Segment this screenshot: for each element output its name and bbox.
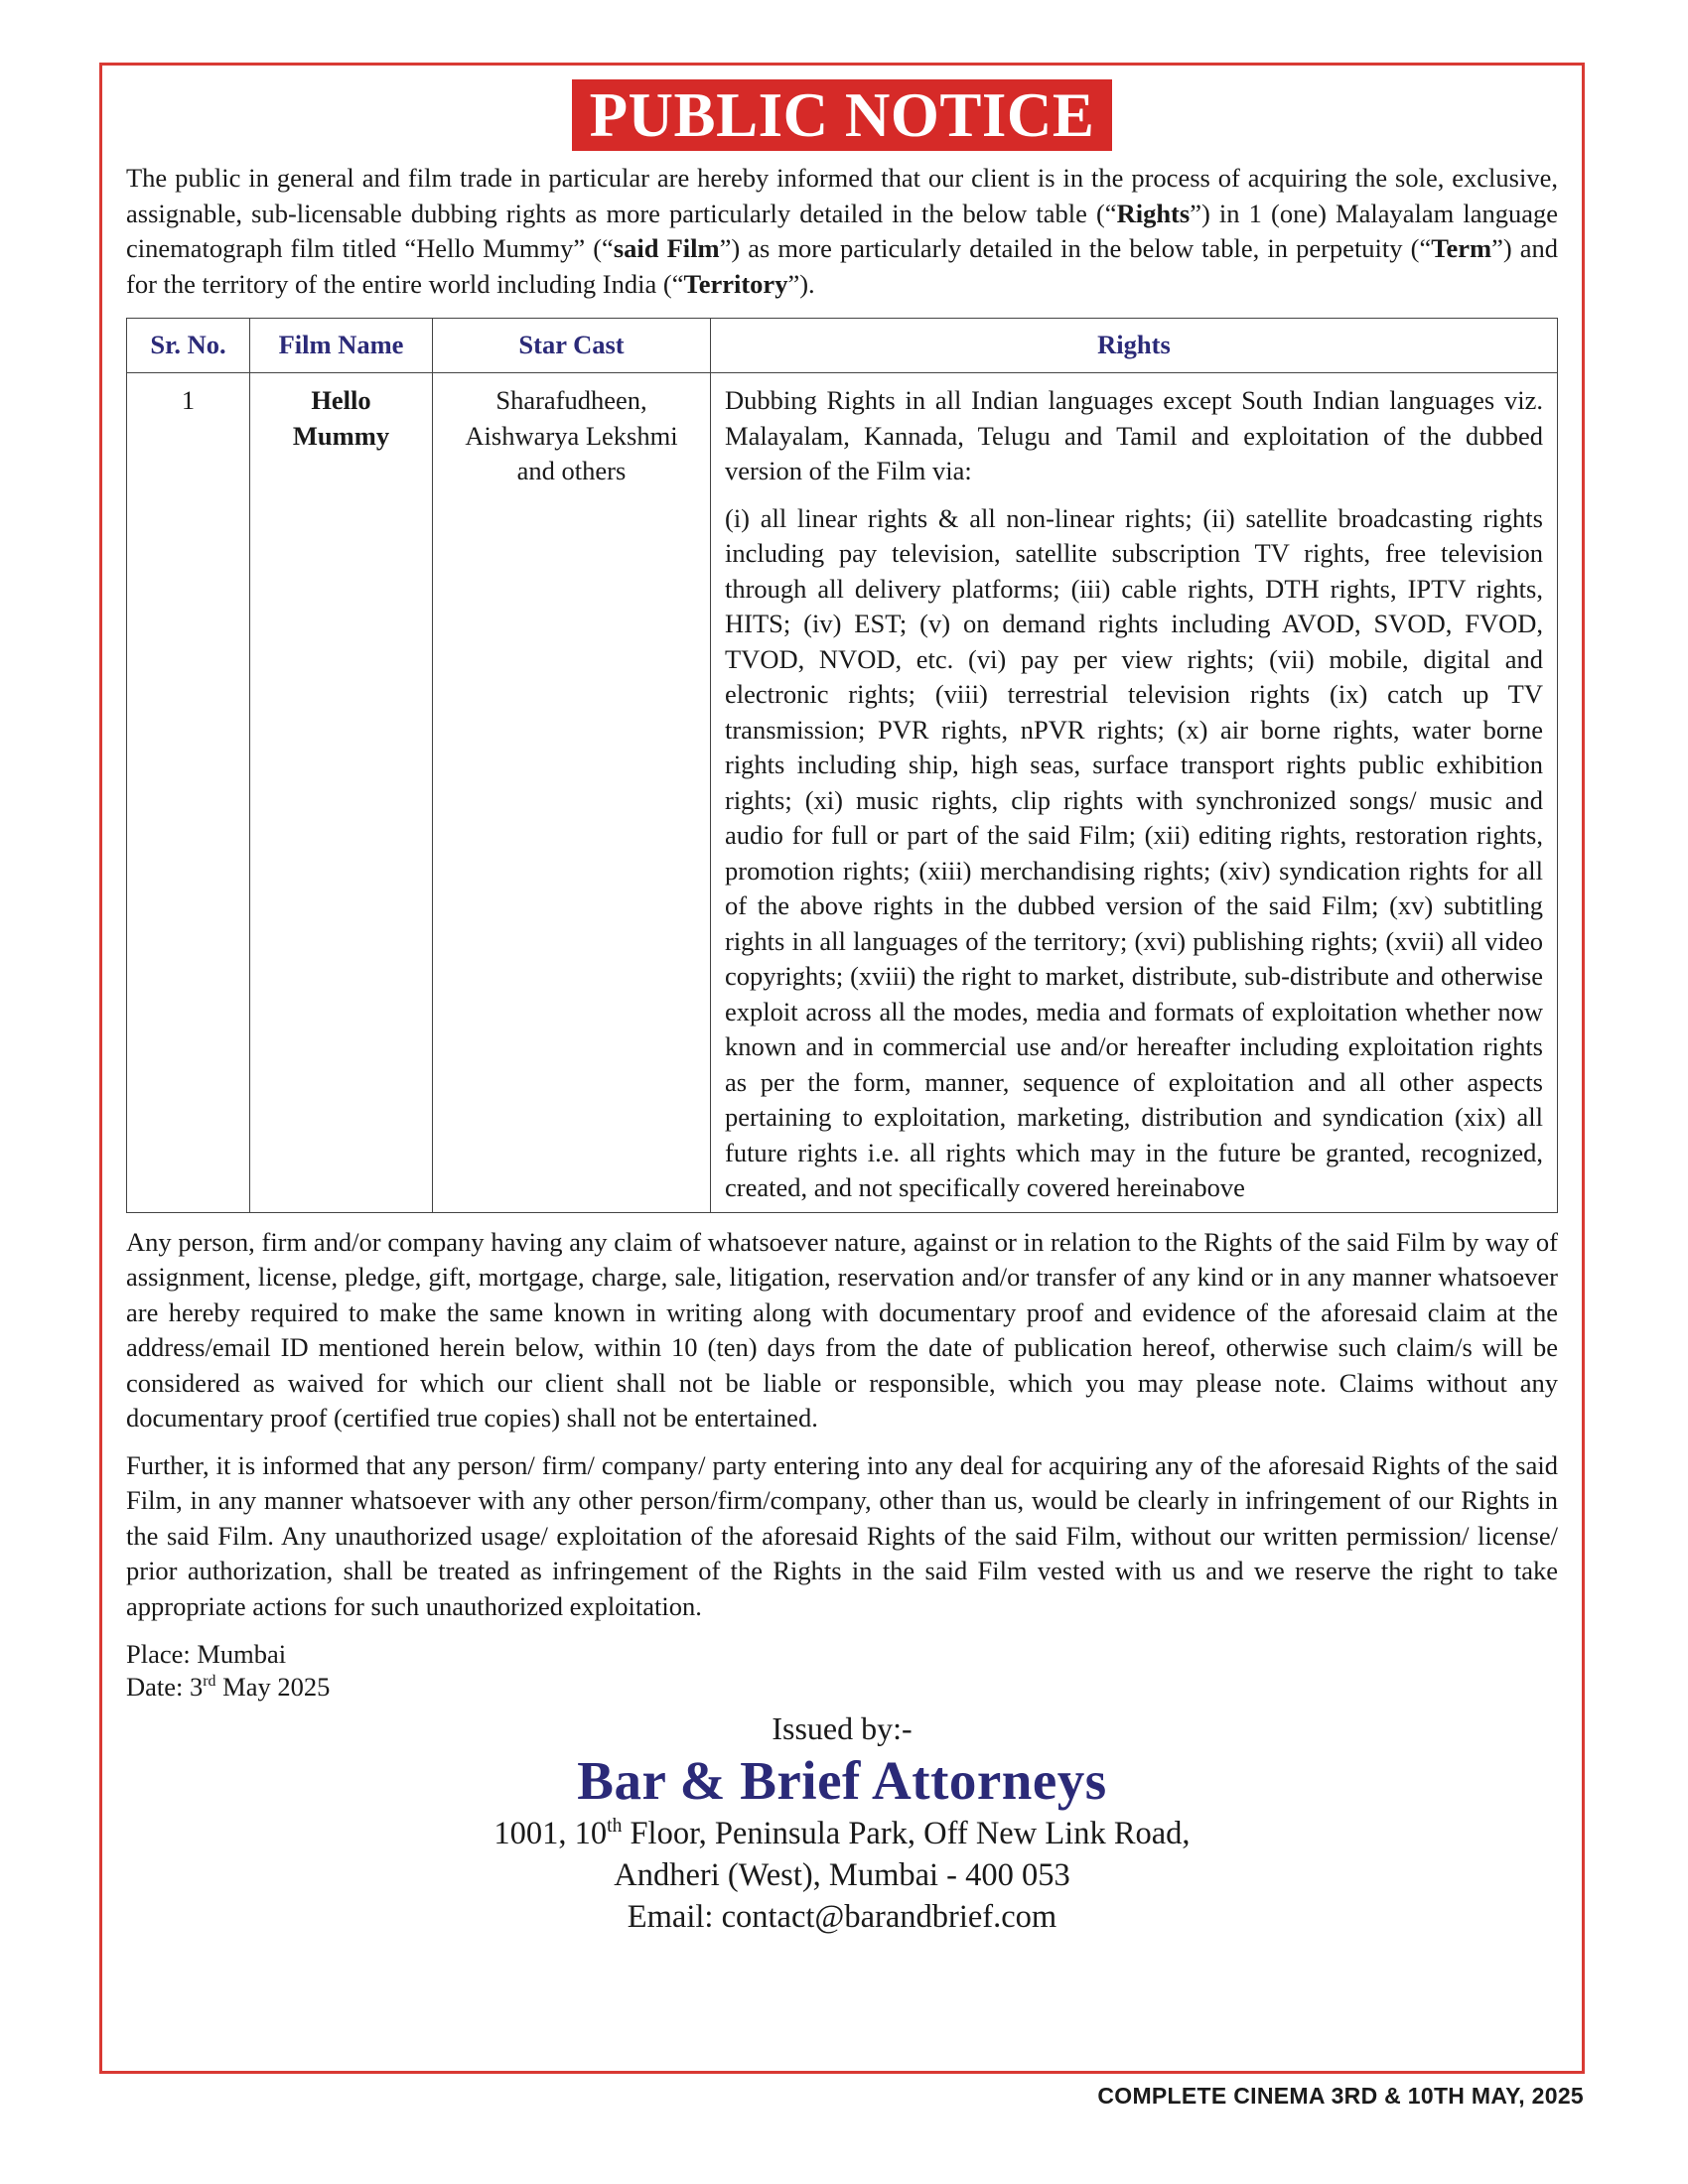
firm-name: Bar & Brief Attorneys: [577, 1750, 1107, 1811]
rights-list: (i) all linear rights & all non-linear rights; (ii) satellite broadcasting rights including pay television, satellite subscription TV rights, free television through all delivery platforms; (iii) cable rights, DTH rights, IPTV rights, HITS; (iv) EST; (v) on demand rights including AVOD, SVOD, FVOD, TVOD, NVOD, etc. (vi) pay per view rights; (vii) mobile, digital and electronic rights; (viii) terrestrial television rights (ix) catch up TV transmission; PVR rights, nPVR rights; (x) air borne rights, water borne rights including ship, high seas, surface transport rights public exhibition rights; (xi) music rights, clip rights with synchronized songs/ music and audio for full or part of the said Film; (xii) editing rights, restoration rights, promotion rights; (xiii) merchandising rights; (xiv) syndication rights for all of the above rights in the dubbed version of the said Film; (xv) subtitling rights in all languages of the territory; (xvi) publishing rights; (xvii) all video copyrights; (xviii) the right to market, distribute, sub-distribute and otherwise exploit across all the modes, media and formats of exploitation whether now known and in commercial use and/or hereafter including exploitation rights as per the form, manner, sequence of exploitation and all other aspects pertaining to exploitation, marketing, distribution and syndication (xix) all future rights i.e. all rights which may in the future be granted, recognized, created, and not specifically covered hereinabove: [725, 502, 1543, 1202]
place-line: Place: Mumbai: [126, 1639, 287, 1669]
cell-film-name: Hello Mummy: [250, 373, 433, 1213]
intro-term-term: Term: [1431, 233, 1492, 263]
date-line: [126, 1671, 1558, 1704]
cell-rights: [711, 373, 1558, 1213]
intro-term-territory: Territory: [683, 268, 788, 299]
address-prefix: 1001, 10: [493, 1816, 608, 1851]
intro-term-rights: Rights: [1116, 198, 1191, 228]
intro-paragraph: [126, 161, 1558, 302]
rights-summary: Dubbing Rights in all Indian languages except South Indian languages viz. Malayalam, Kannada, Telugu and Tamil and exploitation of the dubbed version of the Film via:: [725, 385, 1543, 485]
cell-sr-no: 1: [127, 373, 250, 1213]
address-suffix: Floor, Peninsula Park, Off New Link Road,: [622, 1816, 1191, 1851]
further-paragraph: Further, it is informed that any person/ firm/ company/ party entering into any deal for acquiring any of the aforesaid Rights of the said Film, in any manner whatsoever with any other person/firm/company, other than us, would be clearly in infringement of our Rights in the said Film. Any unauthorized usage/ exploitation of the aforesaid Rights of the said Film, without our written permission/ license/ prior authorization, shall be treated as infringement of the Rights in the said Film vested with us and we reserve the right to take appropriate actions for such unauthorized exploitation.: [126, 1449, 1558, 1621]
header-star-cast: Star Cast: [433, 319, 711, 373]
place-date: [126, 1638, 1558, 1704]
table-header-row: [127, 319, 1558, 373]
address-ordinal: th: [607, 1816, 623, 1838]
email-line: Email: contact@barandbrief.com: [627, 1899, 1057, 1935]
header-film-name: Film Name: [250, 319, 433, 373]
intro-segment: ”).: [787, 268, 815, 299]
date-ordinal: rd: [203, 1673, 216, 1691]
date-prefix: Date: 3: [126, 1672, 204, 1702]
intro-term-said-film: said Film: [613, 233, 720, 263]
claims-paragraph: Any person, firm and/or company having any claim of whatsoever nature, against or in relation to the Rights of the said Film by way of assignment, license, pledge, gift, mortgage, charge, sale, litigation, reservation and/or transfer of any kind or in any manner whatsoever are hereby required to make the same known in writing along with documentary proof and evidence of the aforesaid claim at the address/email ID mentioned herein below, within 10 (ten) days from the date of publication hereof, otherwise such claim/s will be considered as waived for which our client shall not be liable or responsible, which you may please note. Claims without any documentary proof (certified true copies) shall not be entertained.: [126, 1226, 1558, 1433]
header-rights: Rights: [711, 319, 1558, 373]
issuer-block: [126, 1707, 1558, 1938]
publication-footer: COMPLETE CINEMA 3RD & 10TH MAY, 2025: [1097, 2083, 1584, 2109]
notice-title: PUBLIC NOTICE: [572, 79, 1113, 151]
table-row: [127, 373, 1558, 1213]
title-wrap: [102, 79, 1582, 151]
intro-segment: The public in general and film trade in particular are hereby informed that our client is in the process of acquiring the sole, exclusive, assignable, sub-licensable dubbing rights as more particularly detailed in the below table (“: [126, 163, 1558, 228]
notice-content: [126, 161, 1558, 1938]
intro-segment: ”) and for the territory of the entire world including India (“: [126, 233, 1559, 299]
cell-star-cast: Sharafudheen, Aishwarya Lekshmi and others: [433, 373, 711, 1213]
notice-frame: [99, 63, 1585, 2074]
address-line-1: [126, 1813, 1558, 1854]
intro-segment: ”) as more particularly detailed in the below table, in perpetuity (“: [719, 233, 1432, 263]
address-line-2: Andheri (West), Mumbai - 400 053: [614, 1857, 1070, 1893]
header-sr-no: Sr. No.: [127, 319, 250, 373]
date-suffix: May 2025: [215, 1672, 331, 1702]
intro-segment: ”) in 1 (one) Malayalam language cinematograph film titled “Hello Mummy” (“: [126, 198, 1558, 263]
issued-by-label: Issued by:-: [772, 1710, 913, 1746]
rights-table: [126, 318, 1558, 1213]
